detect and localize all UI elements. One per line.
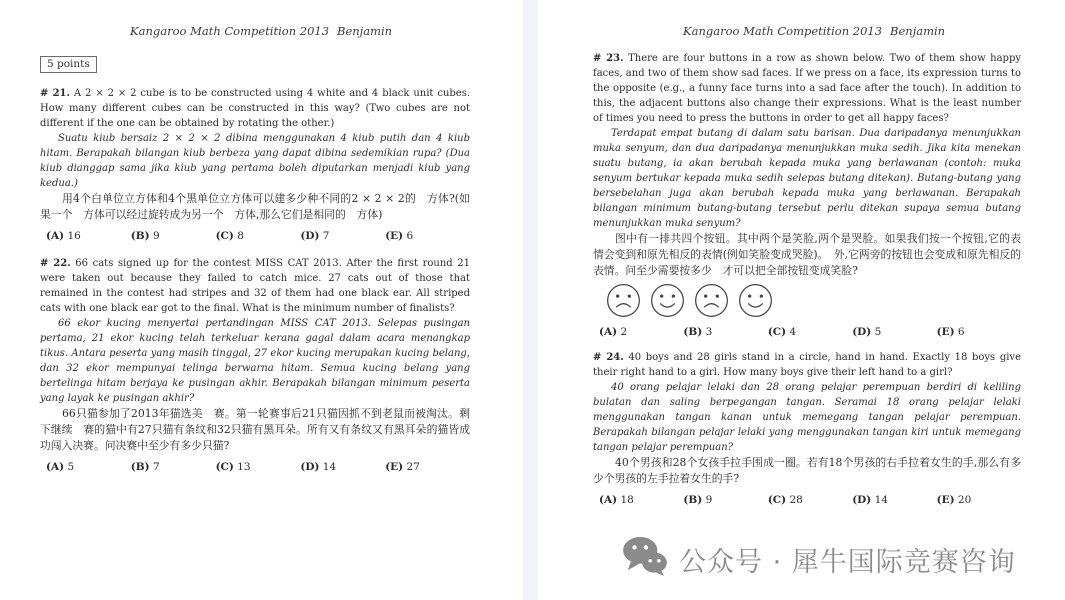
q21-option-c: (C) 8	[215, 230, 244, 242]
question-24	[593, 350, 1021, 506]
q21-option-b: (B) 9	[130, 230, 160, 242]
q21-chinese: 用4个白单位立方体和4个黑单位立方体可以建多少种不同的2 × 2 × 2的 方体?(如果一个 方体可以经过旋转成为另一个 方体,那么它们是相同的 方体)	[40, 192, 470, 221]
q24-malay: 40 orang pelajar lelaki dan 28 orang pelajar perempuan berdiri di keliling bulatan dan saling berpegangan tangan. Seramai 18 orang pelajar lelaki menggunakan tangan kanan untuk memegang tangan pelajar perempuan. Berapakah bilangan pelajar lelaki yang menggunakan tangan kiri untuk memegang tangan pelajar perempuan?	[593, 382, 1021, 453]
points-badge: 5 points	[40, 56, 97, 73]
competition-title: Kangaroo Math Competition 2013	[130, 24, 330, 38]
happy-face-icon	[650, 283, 685, 319]
question-21	[40, 86, 470, 242]
q21-english: # 21. A 2 × 2 × 2 cube is to be constructed using 4 white and 4 black unit cubes. How many different cubes can be constructed in this way? (Two cubes are not different if the one can be obtained by rotating the other.)	[40, 88, 471, 129]
right-page-header	[593, 24, 1021, 42]
q24-number: # 24.	[593, 352, 624, 363]
q23-option-e: (E) 6	[936, 326, 965, 338]
page-divider	[523, 0, 538, 600]
q23-option-a: (A) 2	[599, 326, 628, 338]
q24-option-e: (E) 20	[936, 494, 972, 506]
q24-english: # 24. 40 boys and 28 girls stand in a circle, hand in hand. Exactly 18 boys give their right hand to a girl. How many boys give their left hand to a girl?	[593, 352, 1021, 378]
q22-option-c: (C) 13	[215, 461, 251, 473]
competition-title: Kangaroo Math Competition 2013	[683, 24, 883, 38]
q22-option-d: (D) 14	[300, 461, 337, 473]
q23-option-c: (C) 4	[767, 326, 797, 338]
q23-malay: Terdapat empat butang di dalam satu barisan. Dua daripadanya menunjukkan muka senyum, dan dua daripadanya menunjukkan muka sedih. Jika kita menekan suatu butang, ia akan berubah kepada muka yang berlawanan (contoh: muka senyum bertukar kepada muka sedih selepas butang ditekan). Butang-butang yang bersebelahan juga akan berubah kepada muka yang berlawanan. Berapakah bilangan minimum butang-butang tersebut perlu ditekan supaya semua butang menunjukkan muka senyum?	[593, 128, 1021, 229]
sad-face-icon	[694, 283, 729, 319]
q23-number: # 23.	[593, 53, 624, 64]
left-page-header	[40, 24, 470, 42]
q21-option-d: (D) 7	[300, 230, 330, 242]
left-page	[0, 0, 523, 600]
q21-malay: Suatu kiub bersaiz 2 × 2 × 2 dibina menggunakan 4 kiub putih dan 4 kiub hitam. Berapakah bilangan kiub berbeza yang dapat dibina sedemikian rupa? (Dua kiub dianggap sama jika kiub yang pertama boleh diputarkan menjadi kiub yang kedua.)	[40, 133, 470, 189]
q22-malay: 66 ekor kucing menyertai pertandingan MISS CAT 2013. Selepas pusingan pertama, 21 ekor kucing telah terkeluar kerana gagal dalam acara menangkap tikus. Antara peserta yang masih tinggal, 27 ekor kucing merupakan kucing belang, dan 32 ekor mempunyai telinga berwarna hitam. Semua kucing belang yang bertelinga hitam berjaya ke pusingan akhir. Berapakah bilangan minimum peserta yang layak ke pusingan akhir?	[40, 318, 470, 404]
level-label: Benjamin	[337, 24, 393, 38]
q23-option-d: (D) 5	[852, 326, 882, 338]
q21-option-a: (A) 16	[46, 230, 81, 242]
question-23	[593, 51, 1021, 338]
watermark-text: 公众号 · 犀牛国际竞赛咨询	[679, 546, 1016, 578]
sad-face-icon	[606, 283, 641, 319]
q24-chinese: 40个男孩和28个女孩手拉手围成一圈。若有18个男孩的右手拉着女生的手,那么有多少个男孩的左手拉着女生的手?	[593, 456, 1021, 485]
q22-english: # 22. 66 cats signed up for the contest MISS CAT 2013. After the first round 21 were taken out because they failed to catch mice. 27 cats out of those that remained in the contest had stripes and 32 of them had one black ear. All striped cats with one black ear got to the final. What is the minimum number of finalists?	[40, 258, 471, 314]
q24-option-c: (C) 28	[767, 494, 803, 506]
q23-english: # 23. There are four buttons in a row as shown below. Two of them show happy faces, and two of them show sad faces. If we press on a face, its expression turns to the opposite (e.g., a funny face turns into a sad face after the touch). In addition to this, the adjacent buttons also change their expressions. What is the least number of times you need to press the buttons in order to get all happy faces?	[593, 53, 1021, 124]
question-22	[40, 256, 470, 473]
wechat-icon	[622, 536, 668, 583]
level-label: Benjamin	[890, 24, 946, 38]
q21-option-e: (E) 6	[385, 230, 414, 242]
q23-option-b: (B) 3	[683, 326, 713, 338]
right-page	[538, 0, 1065, 600]
q23-face-buttons	[606, 283, 1021, 319]
q22-option-e: (E) 27	[385, 461, 420, 473]
q22-number: # 22.	[40, 258, 71, 269]
q24-option-d: (D) 14	[852, 494, 888, 506]
watermark	[622, 538, 1016, 580]
q22-chinese: 66只猫参加了2013年猫选美 赛。第一轮赛事后21只猫因抓不到老鼠而被淘汰。剩下继续 赛的猫中有27只猫有条纹和32只猫有黑耳朵。所有又有条纹又有黑耳朵的猫皆成功闯入决赛。问决赛中至少有多少只猫?	[40, 407, 470, 452]
q23-options	[599, 326, 1021, 338]
q21-options	[46, 230, 470, 242]
q22-option-b: (B) 7	[130, 461, 160, 473]
q24-option-a: (A) 18	[599, 494, 634, 506]
q24-options	[599, 494, 1021, 506]
happy-face-icon	[738, 283, 773, 319]
q23-chinese: 图中有一排共四个按钮。其中两个是笑脸,两个是哭脸。如果我们按一个按钮,它的表情会变到和原先相反的表情(例如笑脸变成哭脸)。 外,它两旁的按钮也会变成和原先相反的表情。问至少需要按多少 才可以把全部按钮变成笑脸?	[593, 232, 1021, 277]
q24-option-b: (B) 9	[683, 494, 713, 506]
q22-options	[46, 461, 470, 473]
q21-number: # 21.	[40, 88, 70, 99]
q22-option-a: (A) 5	[46, 461, 75, 473]
